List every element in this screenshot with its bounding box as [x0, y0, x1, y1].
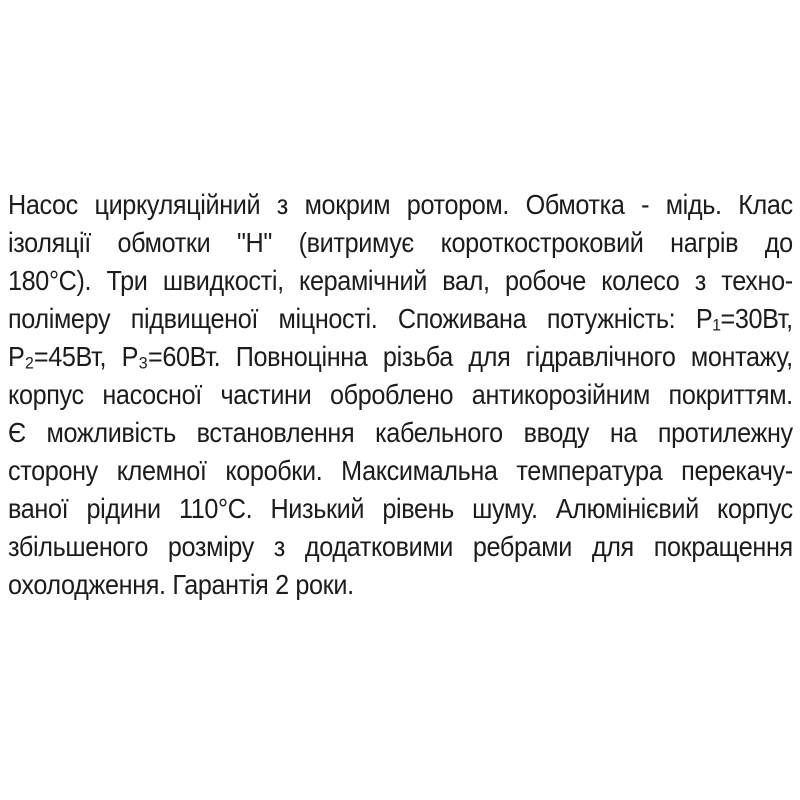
description-line: сторону клемної коробки. Максимальна температура перекачу- — [8, 455, 793, 486]
description-line: Р₂=45Вт, Р₃=60Вт. Повноцінна різьба для гідравлічного монтажу, — [8, 341, 793, 372]
description-line: Є можливість встановлення кабельного вводу на протилежну — [8, 417, 793, 448]
description-line: Насос циркуляційний з мокрим ротором. Обмотка - мідь. Клас — [8, 189, 793, 220]
description-line: ізоляції обмотки "Н" (витримує короткостроковий нагрів до — [8, 227, 793, 258]
description-line: полімеру підвищеної міцності. Споживана потужність: Р₁=30Вт, — [8, 303, 793, 334]
description-line: корпус насосної частини оброблено антикорозійним покриттям. — [8, 379, 793, 410]
product-description — [8, 186, 793, 604]
description-line: ваної рідини 110°С. Низький рівень шуму. Алюмінієвий корпус — [8, 493, 793, 524]
description-line: 180°С). Три швидкості, керамічний вал, робоче колесо з техно- — [8, 265, 793, 296]
description-line: охолодження. Гарантія 2 роки. — [8, 569, 354, 600]
description-line: збільшеного розміру з додатковими ребрами для покращення — [8, 531, 793, 562]
